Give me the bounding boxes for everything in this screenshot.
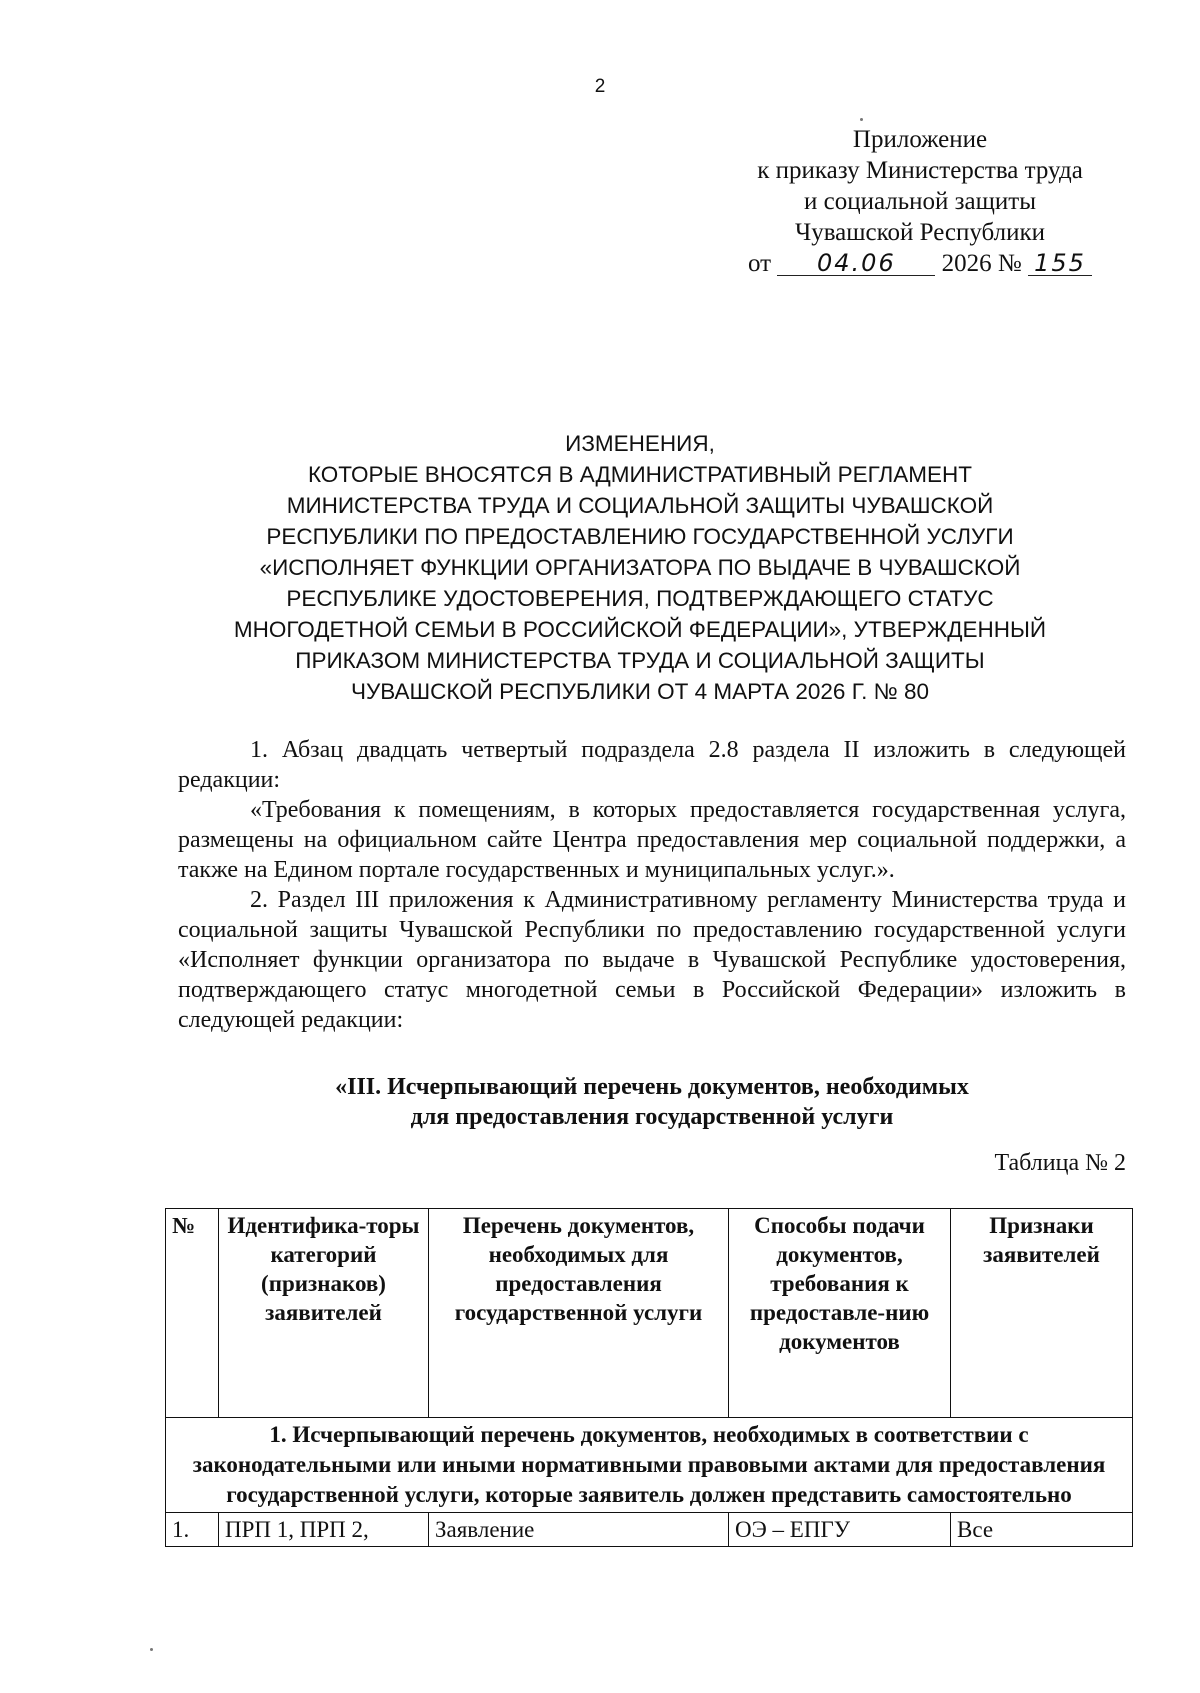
title-line: «ИСПОЛНЯЕТ ФУНКЦИИ ОРГАНИЗАТОРА ПО ВЫДАЧЕ В ЧУВАШСКОЙ [259, 555, 1021, 580]
table-header-row [166, 1209, 1133, 1418]
handwritten-order-number: 155 [1028, 251, 1092, 276]
page-number: 2 [594, 76, 606, 97]
handwritten-date: 04.06 [777, 251, 935, 276]
order-year: 2026 № [941, 250, 1022, 277]
appendix-block [720, 124, 1120, 279]
table-label: Таблица № 2 [994, 1150, 1126, 1176]
title-line: МНОГОДЕТНОЙ СЕМЬИ В РОССИЙСКОЙ ФЕДЕРАЦИИ», УТВЕРЖДЕННЫЙ [233, 617, 1047, 642]
title-line: МИНИСТЕРСТВА ТРУДА И СОЦИАЛЬНОЙ ЗАЩИТЫ ЧУВАШСКОЙ [286, 493, 994, 518]
cell-applicant-features: Все [951, 1513, 1133, 1547]
title-line: ПРИКАЗОМ МИНИСТЕРСТВА ТРУДА И СОЦИАЛЬНОЙ ЗАЩИТЫ [295, 648, 985, 673]
cell-document: Заявление [429, 1513, 729, 1547]
scan-speck [860, 118, 863, 121]
cell-submission-method: ОЭ – ЕПГУ [729, 1513, 951, 1547]
appendix-line: к приказу Министерства труда [757, 157, 1083, 184]
title-line: РЕСПУБЛИКЕ УДОСТОВЕРЕНИЯ, ПОДТВЕРЖДАЮЩЕГО СТАТУС [286, 586, 994, 611]
body-text [178, 735, 1126, 1035]
group-title: 1. Исчерпывающий перечень документов, необходимых в соответствии с законодательными или иными нормативными правовыми актами для предоставления государственной услуги, которые заявитель должен представить самостоятельно [166, 1418, 1133, 1513]
documents-table [165, 1208, 1133, 1547]
title-line: КОТОРЫЕ ВНОСЯТСЯ В АДМИНИСТРАТИВНЫЙ РЕГЛАМЕНТ [307, 462, 973, 487]
section-heading [178, 1072, 1126, 1132]
from-prefix: от [748, 250, 772, 277]
header-applicant-features: Признаки заявителей [951, 1209, 1133, 1418]
scan-speck [150, 1648, 153, 1651]
section-heading-line: для предоставления государственной услуги [410, 1104, 894, 1130]
table-group-row [166, 1418, 1133, 1513]
title-line: РЕСПУБЛИКИ ПО ПРЕДОСТАВЛЕНИЮ ГОСУДАРСТВЕННОЙ УСЛУГИ [266, 524, 1014, 549]
cell-category-ids: ПРП 1, ПРП 2, [219, 1513, 429, 1547]
header-applicant-category-ids: Идентифика-торы категорий (признаков) заявителей [219, 1209, 429, 1418]
paragraph: 1. Абзац двадцать четвертый подраздела 2.8 раздела II изложить в следующей редакции: [178, 737, 1126, 793]
cell-number: 1. [166, 1513, 219, 1547]
appendix-line: Приложение [852, 126, 988, 153]
paragraph: 2. Раздел III приложения к Административному регламенту Министерства труда и социальной защиты Чувашской Республики по предоставлению государственной услуги «Исполняет функции организатора по выдаче в Чувашской Республике удостоверения, подтверждающего статус многодетной семьи в Российской Федерации» изложить в следующей редакции: [178, 887, 1126, 1033]
title-line: ИЗМЕНЕНИЯ, [565, 431, 715, 456]
header-submission-methods: Способы подачи документов, требования к предоставле-нию документов [729, 1209, 951, 1418]
header-number: № [166, 1209, 219, 1418]
header-documents-list: Перечень документов, необходимых для предоставления государственной услуги [429, 1209, 729, 1418]
table-row [166, 1513, 1133, 1547]
appendix-date-line [720, 248, 1120, 279]
section-heading-line: «III. Исчерпывающий перечень документов, необходимых [335, 1074, 969, 1100]
appendix-line: Чувашской Республики [794, 219, 1046, 246]
document-title [150, 428, 1130, 707]
title-line: ЧУВАШСКОЙ РЕСПУБЛИКИ ОТ 4 МАРТА 2026 Г. № 80 [350, 679, 930, 704]
paragraph: «Требования к помещениям, в которых предоставляется государственная услуга, размещены на официальном сайте Центра предоставления мер социальной поддержки, а также на Едином портале государственных и муниципальных услуг.». [178, 797, 1126, 883]
appendix-line: и социальной защиты [803, 188, 1036, 215]
